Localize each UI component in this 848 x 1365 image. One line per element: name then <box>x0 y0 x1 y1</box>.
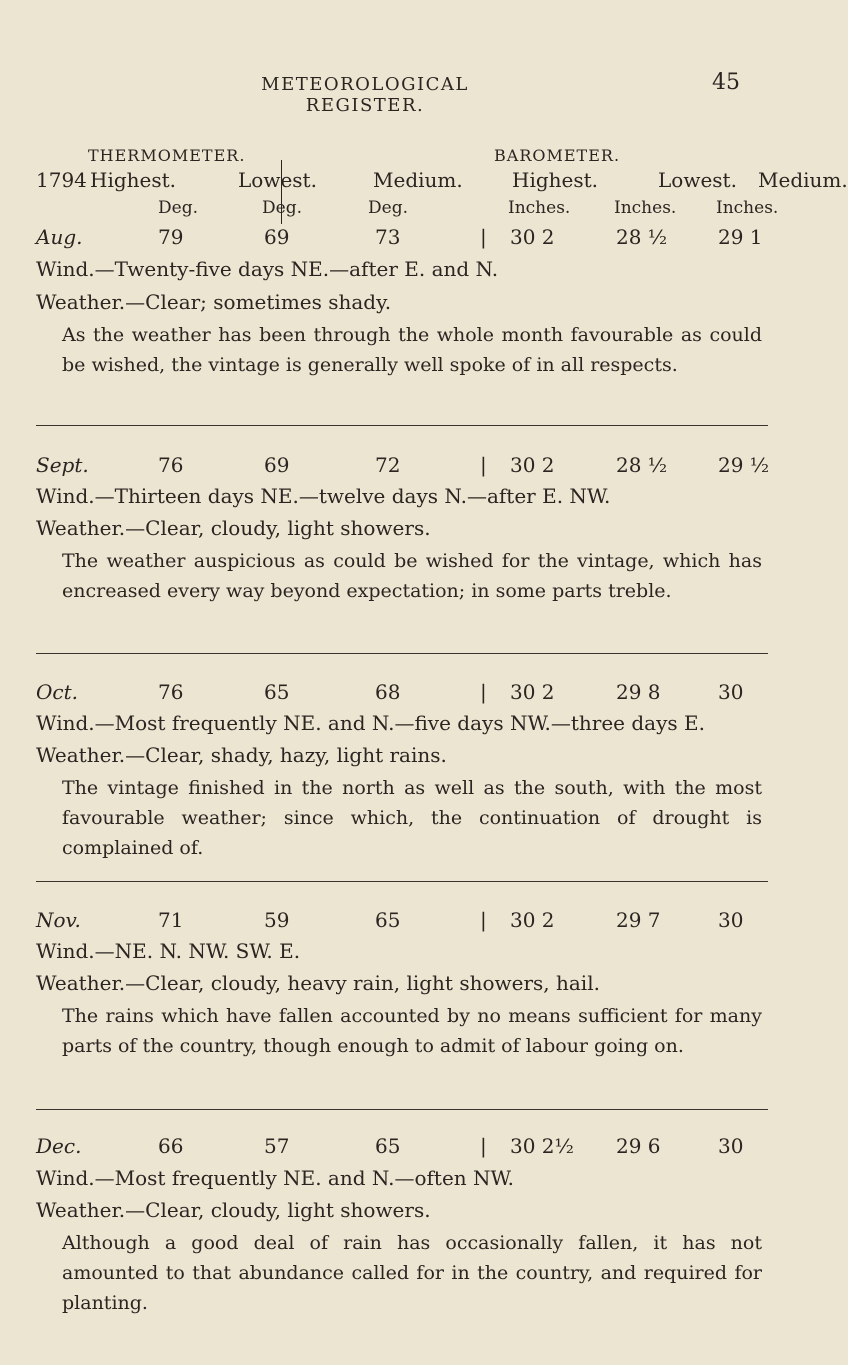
therm-medium: 65 <box>375 908 401 932</box>
weather-line: Weather.—Clear, cloudy, heavy rain, light showers, hail. <box>36 971 600 995</box>
weather-line: Weather.—Clear, shady, hazy, light rains. <box>36 743 447 767</box>
wind-line: Wind.—Most frequently NE. and N.—five days NW.—three days E. <box>36 711 705 735</box>
baro-highest: 30 2 <box>510 680 555 704</box>
section-rule <box>36 425 768 426</box>
barometer-heading: BAROMETER. <box>494 146 621 165</box>
col-header-therm-lowest: Lowest. <box>238 168 317 192</box>
col-header-therm-highest: Highest. <box>90 168 177 192</box>
therm-lowest: 59 <box>264 908 290 932</box>
col-header-baro-lowest: Lowest. <box>658 168 737 192</box>
unit-therm-lowest: Deg. <box>262 198 302 218</box>
section-rule <box>36 653 768 654</box>
therm-highest: 79 <box>158 225 184 249</box>
separator-bar: | <box>480 908 487 932</box>
col-header-baro-medium: Medium. <box>758 168 848 192</box>
section-rule <box>36 881 768 882</box>
baro-highest: 30 2 <box>510 908 555 932</box>
baro-highest: 30 2½ <box>510 1134 574 1158</box>
therm-highest: 76 <box>158 453 184 477</box>
wind-line: Wind.—NE. N. NW. SW. E. <box>36 939 301 963</box>
baro-lowest: 28 ½ <box>616 453 668 477</box>
therm-lowest: 57 <box>264 1134 290 1158</box>
remarks-paragraph: The weather auspicious as could be wished for the vintage, which has encreased every way beyond expectation; in some parts treble. <box>62 550 762 602</box>
separator-bar: | <box>480 1134 487 1158</box>
baro-highest: 30 2 <box>510 453 555 477</box>
therm-lowest: 69 <box>264 225 290 249</box>
unit-baro-medium: Inches. <box>716 198 779 218</box>
weather-line: Weather.—Clear, cloudy, light showers. <box>36 516 431 540</box>
baro-lowest: 29 7 <box>616 908 661 932</box>
wind-line: Wind.—Twenty-five days NE.—after E. and N. <box>36 257 499 281</box>
month-label: Nov. <box>36 908 81 932</box>
separator-bar: | <box>480 453 487 477</box>
therm-medium: 65 <box>375 1134 401 1158</box>
therm-highest: 71 <box>158 908 184 932</box>
baro-medium: 30 <box>718 908 744 932</box>
col-header-baro-highest: Highest. <box>512 168 599 192</box>
unit-therm-medium: Deg. <box>368 198 408 218</box>
therm-medium: 68 <box>375 680 401 704</box>
unit-baro-highest: Inches. <box>508 198 571 218</box>
baro-medium: 30 <box>718 680 744 704</box>
running-head: METEOROLOGICAL REGISTER. <box>261 74 469 116</box>
separator-bar: | <box>480 680 487 704</box>
therm-highest: 66 <box>158 1134 184 1158</box>
remarks-paragraph: As the weather has been through the whole month favourable as could be wished, the vintage is generally well spoke of in all respects. <box>62 324 762 376</box>
wind-line: Wind.—Thirteen days NE.—twelve days N.—after E. NW. <box>36 484 611 508</box>
col-header-therm-medium: Medium. <box>373 168 463 192</box>
therm-lowest: 69 <box>264 453 290 477</box>
therm-medium: 73 <box>375 225 401 249</box>
therm-lowest: 65 <box>264 680 290 704</box>
month-label: Sept. <box>36 453 89 477</box>
section-rule <box>36 1109 768 1110</box>
baro-highest: 30 2 <box>510 225 555 249</box>
therm-highest: 76 <box>158 680 184 704</box>
baro-lowest: 29 8 <box>616 680 661 704</box>
baro-medium: 30 <box>718 1134 744 1158</box>
unit-therm-highest: Deg. <box>158 198 198 218</box>
thermometer-heading: THERMOMETER. <box>88 146 246 165</box>
baro-lowest: 29 6 <box>616 1134 661 1158</box>
weather-line: Weather.—Clear, cloudy, light showers. <box>36 1198 431 1222</box>
month-label: Oct. <box>36 680 78 704</box>
separator-bar: | <box>480 225 487 249</box>
baro-medium: 29 1 <box>718 225 763 249</box>
baro-lowest: 28 ½ <box>616 225 668 249</box>
month-label: Dec. <box>36 1134 82 1158</box>
wind-line: Wind.—Most frequently NE. and N.—often NW. <box>36 1166 514 1190</box>
month-label: Aug. <box>36 225 83 249</box>
weather-line: Weather.—Clear; sometimes shady. <box>36 290 392 314</box>
remarks-paragraph: The rains which have fallen accounted by no means sufficient for many parts of the country, though enough to admit of labour going on. <box>62 1005 762 1057</box>
page-number: 45 <box>712 70 740 95</box>
year-label: 1794 <box>36 168 87 192</box>
therm-medium: 72 <box>375 453 401 477</box>
remarks-paragraph: The vintage finished in the north as well as the south, with the most favourable weather; since which, the continuation of drought is complained of. <box>62 777 762 859</box>
remarks-paragraph: Although a good deal of rain has occasionally fallen, it has not amounted to that abundance called for in the country, and required for planting. <box>62 1232 762 1314</box>
baro-medium: 29 ½ <box>718 453 770 477</box>
unit-baro-lowest: Inches. <box>614 198 677 218</box>
